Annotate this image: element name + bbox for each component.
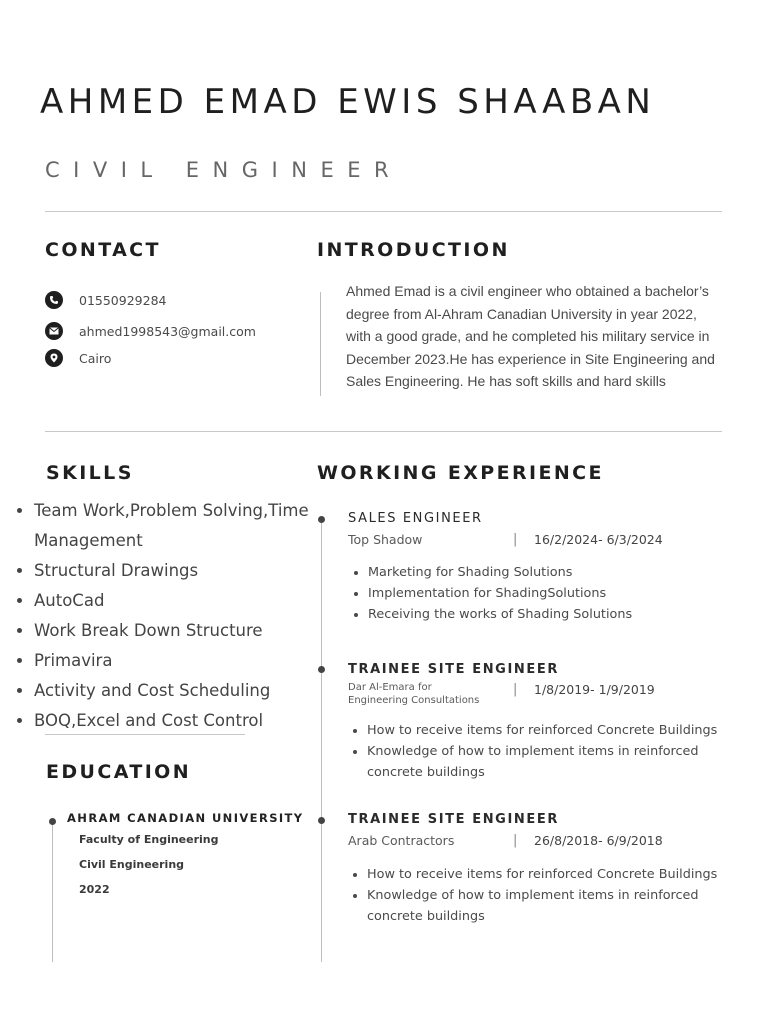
contact-location-row bbox=[45, 349, 111, 367]
education-year: 2022 bbox=[79, 883, 110, 896]
job-timeline-dot bbox=[318, 666, 325, 673]
duty-item: • Knowledge of how to implement items in reinforced concrete buildings bbox=[367, 885, 747, 927]
education-major: Civil Engineering bbox=[79, 858, 185, 871]
skill-item: • Team Work,Problem Solving,Time Management bbox=[34, 496, 334, 556]
skill-item: • Structural Drawings bbox=[34, 556, 334, 586]
job-company-line1: Dar Al-Emara for bbox=[348, 682, 432, 693]
duty-item: • Marketing for Shading Solutions bbox=[368, 562, 748, 583]
job-dates: 16/2/2024- 6/3/2024 bbox=[534, 532, 663, 547]
job-company: Arab Contractors bbox=[348, 833, 455, 848]
location-pin-icon bbox=[45, 349, 63, 367]
job-company-line2: Engineering Consultations bbox=[348, 694, 480, 706]
skill-item: • AutoCad bbox=[34, 586, 334, 616]
divider-top bbox=[45, 211, 722, 212]
contact-phone: 01550929284 bbox=[79, 292, 167, 308]
phone-icon bbox=[45, 291, 63, 309]
education-university: AHRAM CANADIAN UNIVERSITY bbox=[67, 811, 304, 825]
skills-list bbox=[16, 496, 334, 736]
introduction-rule bbox=[320, 292, 321, 396]
experience-heading: WORKING EXPERIENCE bbox=[317, 462, 604, 484]
job-role: CIVIL ENGINEER bbox=[45, 158, 403, 182]
job-timeline-dot bbox=[318, 817, 325, 824]
education-timeline-dot bbox=[49, 818, 56, 825]
divider-middle bbox=[45, 431, 722, 432]
mail-icon bbox=[45, 322, 63, 340]
education-timeline bbox=[52, 822, 53, 962]
duty-item: • Knowledge of how to implement items in reinforced concrete buildings bbox=[367, 741, 747, 783]
duty-item: • Receiving the works of Shading Solutions bbox=[368, 604, 748, 625]
job-title: TRAINEE SITE ENGINEER bbox=[348, 812, 559, 827]
skill-item: • BOQ,Excel and Cost Control bbox=[34, 706, 334, 736]
skill-item: • Activity and Cost Scheduling bbox=[34, 676, 334, 706]
education-faculty: Faculty of Engineering bbox=[79, 833, 219, 846]
job-duties bbox=[349, 562, 748, 625]
job-company: Top Shadow bbox=[348, 532, 423, 547]
contact-email-row bbox=[45, 322, 256, 340]
job-company bbox=[348, 682, 479, 707]
job-timeline-dot bbox=[318, 516, 325, 523]
job-duties bbox=[348, 720, 747, 783]
contact-location: Cairo bbox=[79, 350, 112, 366]
divider-skills bbox=[45, 734, 245, 735]
skills-heading: SKILLS bbox=[46, 462, 134, 484]
job-separator: | bbox=[513, 833, 518, 848]
job-duties bbox=[348, 864, 747, 927]
job-title: SALES ENGINEER bbox=[348, 511, 483, 526]
job-separator: | bbox=[513, 682, 518, 697]
contact-heading: CONTACT bbox=[45, 239, 161, 261]
experience-timeline bbox=[321, 520, 322, 962]
duty-item: • How to receive items for reinforced Concrete Buildings bbox=[367, 864, 747, 885]
job-dates: 26/8/2018- 6/9/2018 bbox=[534, 833, 663, 848]
contact-phone-row bbox=[45, 291, 166, 309]
introduction-text: Ahmed Emad is a civil engineer who obtained a bachelor’s degree from Al-Ahram Canadian University in year 2022, with a good grade, and he completed his military service in December 2023.He has experience in Site Engineering and Sales Engineering. He has soft skills and hard skills bbox=[346, 283, 715, 390]
duty-item: • Implementation for ShadingSolutions bbox=[368, 583, 748, 604]
introduction-heading: INTRODUCTION bbox=[317, 239, 510, 261]
job-title: TRAINEE SITE ENGINEER bbox=[348, 662, 559, 677]
job-dates: 1/8/2019- 1/9/2019 bbox=[534, 682, 655, 697]
skill-item: • Work Break Down Structure bbox=[34, 616, 334, 646]
job-separator: | bbox=[513, 532, 518, 547]
person-name: AHMED EMAD EWIS SHAABAN bbox=[40, 82, 656, 122]
duty-item: • How to receive items for reinforced Concrete Buildings bbox=[367, 720, 747, 741]
contact-email[interactable]: ahmed1998543@gmail.com bbox=[79, 323, 256, 339]
skill-item: • Primavira bbox=[34, 646, 334, 676]
education-heading: EDUCATION bbox=[46, 761, 192, 783]
